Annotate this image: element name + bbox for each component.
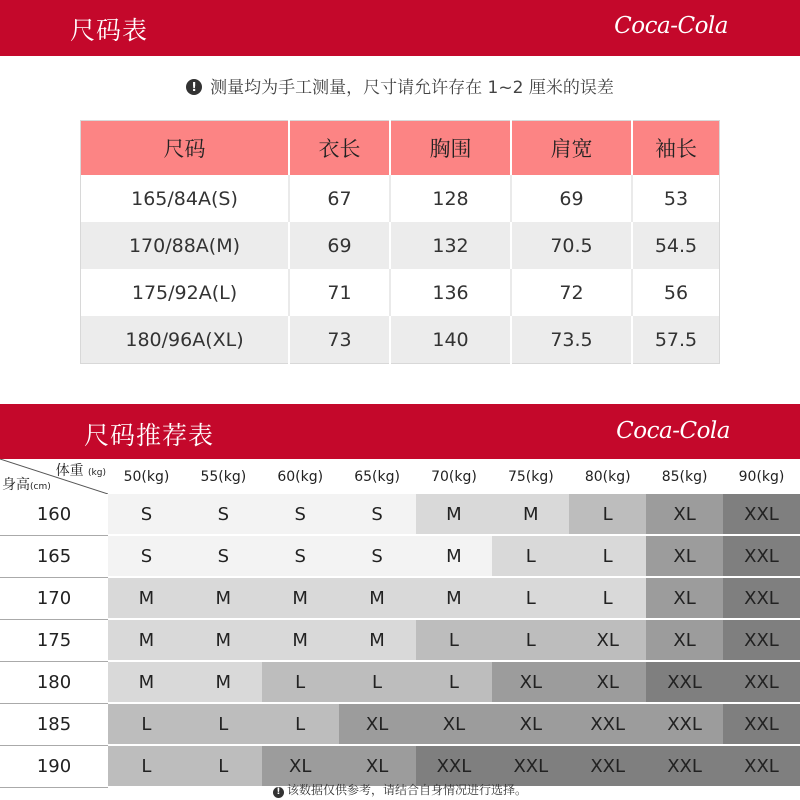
size-recommend-table	[0, 459, 800, 788]
size-recommend-title: 尺码推荐表	[84, 421, 215, 450]
recommended-size-cell: M	[262, 577, 339, 619]
recommended-size-cell: L	[262, 703, 339, 745]
recommended-size-cell: M	[416, 494, 493, 535]
recommended-size-cell: XXL	[723, 745, 800, 787]
size-code-cell: 165/84A(S)	[81, 175, 290, 222]
recommended-size-cell: L	[185, 745, 262, 787]
height-cell: 185	[0, 703, 108, 745]
recommended-size-cell: M	[339, 619, 416, 661]
footer-note	[0, 781, 800, 798]
coca-cola-logo: Coca-Cola	[614, 13, 728, 39]
recommended-size-cell: M	[416, 535, 493, 577]
recommended-size-cell: XXL	[646, 661, 723, 703]
weight-header-cell: 75(kg)	[507, 468, 554, 485]
recommended-size-cell: L	[569, 494, 646, 535]
recommended-size-cell: S	[108, 494, 185, 535]
measurement-cell: 73	[289, 316, 390, 364]
recommended-size-cell: L	[416, 619, 493, 661]
recommended-size-cell: XXL	[723, 577, 800, 619]
size-recommend-banner	[0, 404, 800, 459]
measurement-cell: 132	[390, 222, 511, 269]
recommended-size-cell: S	[339, 494, 416, 535]
measurement-cell: 140	[390, 316, 511, 364]
size-table-header	[81, 121, 720, 176]
size-code-cell: 180/96A(XL)	[81, 316, 290, 364]
recommended-size-cell: L	[416, 661, 493, 703]
measurement-cell: 69	[511, 175, 632, 222]
recommended-size-cell: L	[108, 745, 185, 787]
measurement-cell: 136	[390, 269, 511, 316]
recommended-size-cell: XXL	[723, 619, 800, 661]
recommended-size-cell: L	[569, 577, 646, 619]
weight-header-cell: 90(kg)	[738, 468, 785, 485]
recommended-size-cell: M	[185, 661, 262, 703]
measurement-cell: 128	[390, 175, 511, 222]
exclamation-icon: !	[273, 787, 284, 798]
recommended-size-cell: XXL	[723, 703, 800, 745]
height-row	[0, 577, 800, 619]
header-sleeve: 袖长	[632, 121, 720, 176]
measurement-note-text: 测量均为手工测量，尺寸请允许存在 1~2 厘米的误差	[210, 78, 614, 98]
size-table-row	[81, 269, 720, 316]
height-row	[0, 619, 800, 661]
recommended-size-cell: XL	[339, 745, 416, 787]
measurement-cell: 57.5	[632, 316, 720, 364]
height-cell: 160	[0, 494, 108, 535]
recommended-size-cell: S	[185, 535, 262, 577]
recommended-size-cell: M	[108, 619, 185, 661]
measurement-cell: 71	[289, 269, 390, 316]
weight-header-cell: 55(kg)	[200, 468, 247, 485]
measurement-cell: 70.5	[511, 222, 632, 269]
recommended-size-cell: XL	[569, 661, 646, 703]
height-row	[0, 494, 800, 535]
recommended-size-cell: M	[185, 619, 262, 661]
recommended-size-cell: XL	[646, 494, 723, 535]
size-code-cell: 175/92A(L)	[81, 269, 290, 316]
weight-header-cell: 65(kg)	[354, 468, 400, 485]
size-table-row	[81, 175, 720, 222]
recommended-size-cell: L	[108, 703, 185, 745]
recommended-size-cell: XXL	[723, 661, 800, 703]
recommended-size-cell: S	[185, 494, 262, 535]
recommended-size-cell: M	[339, 577, 416, 619]
recommended-size-cell: XL	[646, 535, 723, 577]
weight-header-cell: 85(kg)	[661, 468, 708, 485]
recommended-size-cell: XXL	[646, 745, 723, 787]
recommended-size-cell: S	[108, 535, 185, 577]
recommended-size-cell: XXL	[569, 703, 646, 745]
size-table-row	[81, 316, 720, 364]
recommended-size-cell: XXL	[646, 703, 723, 745]
recommended-size-cell: M	[108, 661, 185, 703]
recommended-size-cell: L	[262, 661, 339, 703]
recommended-size-cell: M	[416, 577, 493, 619]
measurement-cell: 69	[289, 222, 390, 269]
recommended-size-cell: L	[492, 577, 569, 619]
recommended-size-cell: XXL	[416, 745, 493, 787]
recommended-size-cell: XL	[416, 703, 493, 745]
size-code-cell: 170/88A(M)	[81, 222, 290, 269]
recommended-size-cell: XL	[492, 661, 569, 703]
measurement-cell: 73.5	[511, 316, 632, 364]
height-cell: 190	[0, 745, 108, 787]
weight-label: 体重 (kg)	[55, 463, 106, 479]
exclamation-icon: !	[186, 79, 202, 95]
recommended-size-cell: L	[492, 535, 569, 577]
size-chart-banner	[0, 0, 800, 56]
coca-cola-logo: Coca-Cola	[616, 418, 730, 444]
recommended-size-cell: XL	[339, 703, 416, 745]
weight-header-cell: 50(kg)	[123, 468, 170, 485]
recommended-size-cell: M	[108, 577, 185, 619]
measurement-cell: 54.5	[632, 222, 720, 269]
weight-header-cell: 60(kg)	[277, 468, 324, 485]
recommended-size-cell: M	[492, 494, 569, 535]
recommended-size-cell: S	[339, 535, 416, 577]
recommended-size-cell: XXL	[569, 745, 646, 787]
header-chest: 胸围	[390, 121, 511, 176]
recommended-size-cell: XL	[646, 619, 723, 661]
recommended-size-cell: L	[339, 661, 416, 703]
recommended-size-cell: XXL	[492, 745, 569, 787]
recommended-size-cell: L	[492, 619, 569, 661]
footer-note-text: 该数据仅供参考，请结合自身情况进行选择。	[286, 783, 527, 797]
weight-header-cell: 70(kg)	[431, 468, 477, 485]
height-cell: 165	[0, 535, 108, 577]
header-size: 尺码	[81, 121, 290, 176]
recommended-size-cell: S	[262, 535, 339, 577]
measurement-cell: 67	[289, 175, 390, 222]
recommended-size-cell: XL	[262, 745, 339, 787]
weight-header-row	[0, 459, 800, 494]
header-length: 衣长	[289, 121, 390, 176]
measurement-cell: 56	[632, 269, 720, 316]
size-table	[80, 120, 720, 364]
measurement-cell: 72	[511, 269, 632, 316]
recommended-size-cell: XL	[569, 619, 646, 661]
recommended-size-cell: S	[262, 494, 339, 535]
height-row	[0, 661, 800, 703]
recommended-size-cell: XXL	[723, 535, 800, 577]
recommended-size-cell: XL	[492, 703, 569, 745]
recommended-size-cell: XL	[646, 577, 723, 619]
measurement-cell: 53	[632, 175, 720, 222]
height-cell: 175	[0, 619, 108, 661]
height-label: 身高(cm)	[2, 477, 51, 493]
height-cell: 170	[0, 577, 108, 619]
size-chart-title: 尺码表	[70, 16, 149, 45]
size-table-row	[81, 222, 720, 269]
recommended-size-cell: M	[262, 619, 339, 661]
height-row	[0, 535, 800, 577]
corner-cell	[0, 459, 108, 494]
header-shoulder: 肩宽	[511, 121, 632, 176]
height-cell: 180	[0, 661, 108, 703]
weight-header-cell: 80(kg)	[584, 468, 631, 485]
recommended-size-cell: XXL	[723, 494, 800, 535]
recommended-size-cell: L	[569, 535, 646, 577]
measurement-note	[0, 73, 800, 98]
height-row	[0, 703, 800, 745]
recommended-size-cell: M	[185, 577, 262, 619]
recommended-size-cell: L	[185, 703, 262, 745]
